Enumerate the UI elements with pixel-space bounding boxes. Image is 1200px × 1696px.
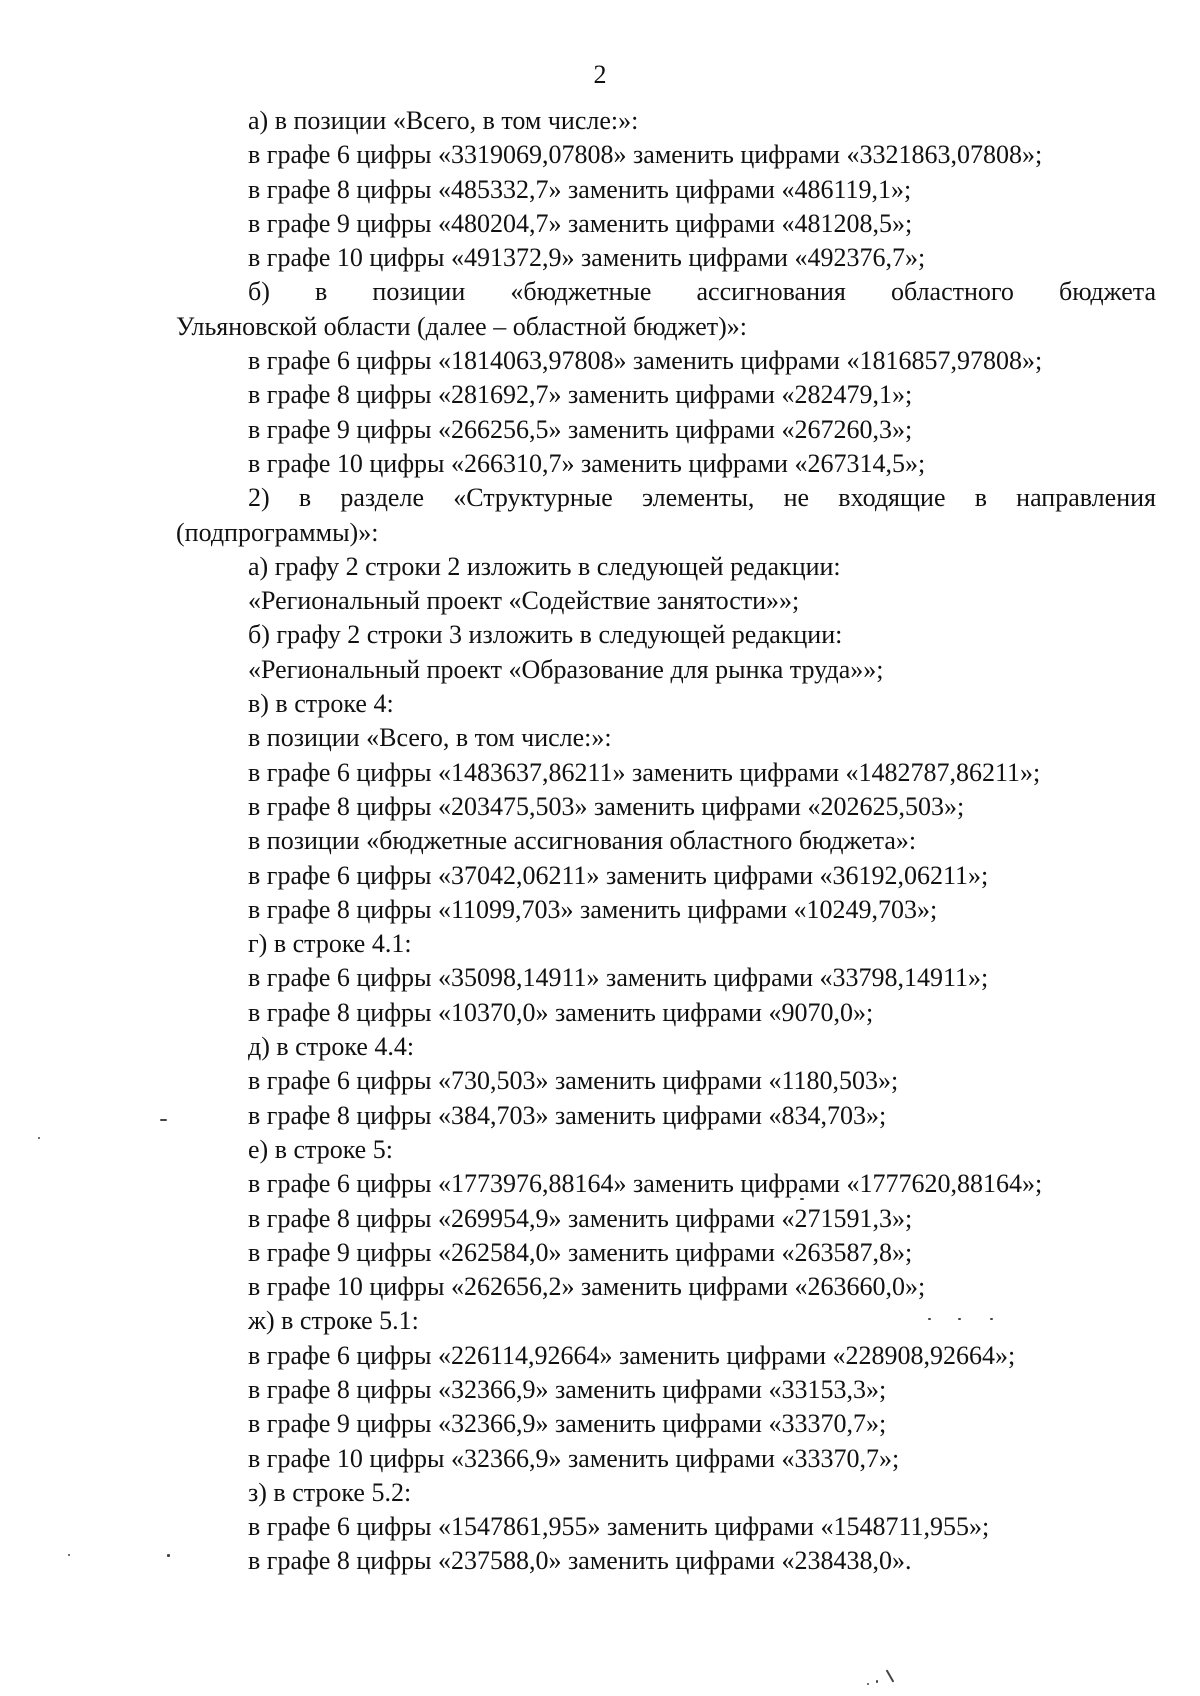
document-line: в графе 6 цифры «730,503» заменить цифрами «1180,503»; xyxy=(248,1066,899,1096)
document-line: «Региональный проект «Содействие занятости»»; xyxy=(248,586,800,616)
document-line: б) графу 2 строки 3 изложить в следующей редакции: xyxy=(248,620,843,650)
document-line: в графе 9 цифры «480204,7» заменить цифрами «481208,5»; xyxy=(248,208,913,238)
document-line: в графе 8 цифры «237588,0» заменить цифрами «238438,0». xyxy=(248,1546,912,1576)
document-line: а) графу 2 строки 2 изложить в следующей редакции: xyxy=(248,551,841,581)
document-line: в графе 6 цифры «1814063,97808» заменить цифрами «1816857,97808»; xyxy=(248,346,1043,376)
document-line: з) в строке 5.2: xyxy=(248,1477,412,1507)
document-line: Ульяновской области (далее – областной бюджет)»: xyxy=(176,311,747,341)
document-line: «Региональный проект «Образование для рынка труда»»; xyxy=(248,654,884,684)
scan-speck xyxy=(867,1683,869,1685)
document-line: в графе 10 цифры «266310,7» заменить цифрами «267314,5»; xyxy=(248,448,926,478)
document-line: в графе 8 цифры «269954,9» заменить цифрами «271591,3»; xyxy=(248,1203,913,1233)
document-line: в графе 8 цифры «485332,7» заменить цифрами «486119,1»; xyxy=(248,174,912,204)
document-line: (подпрограммы)»: xyxy=(176,517,379,547)
document-line: г) в строке 4.1: xyxy=(248,929,412,959)
document-line: в) в строке 4: xyxy=(248,689,394,719)
document-line: в графе 8 цифры «203475,503» заменить цифрами «202625,503»; xyxy=(248,791,965,821)
scan-speck xyxy=(958,1318,961,1320)
document-line: ж) в строке 5.1: xyxy=(248,1306,419,1336)
document-line: 2) в разделе «Структурные элементы, не входящие в направления xyxy=(248,483,1156,513)
document-line: в графе 8 цифры «10370,0» заменить цифрами «9070,0»; xyxy=(248,997,874,1027)
scan-speck xyxy=(68,1554,70,1556)
document-line: в графе 8 цифры «11099,703» заменить цифрами «10249,703»; xyxy=(248,894,938,924)
document-line: в графе 6 цифры «1547861,955» заменить цифрами «1548711,955»; xyxy=(248,1512,990,1542)
document-line: в графе 6 цифры «35098,14911» заменить цифрами «33798,14911»; xyxy=(248,963,989,993)
scan-speck xyxy=(160,1119,167,1121)
document-line: б) в позиции «бюджетные ассигнования областного бюджета xyxy=(248,277,1156,307)
document-line: в графе 6 цифры «1773976,88164» заменить цифрами «1777620,88164»; xyxy=(248,1169,1043,1199)
document-line: в графе 8 цифры «281692,7» заменить цифрами «282479,1»; xyxy=(248,380,913,410)
document-line: в графе 6 цифры «3319069,07808» заменить цифрами «3321863,07808»; xyxy=(248,140,1043,170)
scan-speck xyxy=(876,1680,878,1683)
document-line: в графе 10 цифры «262656,2» заменить цифрами «263660,0»; xyxy=(248,1272,926,1302)
document-line: а) в позиции «Всего, в том числе:»: xyxy=(248,106,639,135)
scan-speck xyxy=(38,1137,40,1139)
document-line: в графе 6 цифры «1483637,86211» заменить цифрами «1482787,86211»; xyxy=(248,757,1041,787)
document-line: в графе 9 цифры «32366,9» заменить цифрами «33370,7»; xyxy=(248,1409,887,1439)
document-line: в графе 10 цифры «32366,9» заменить цифрами «33370,7»; xyxy=(248,1443,900,1473)
scan-speck xyxy=(928,1318,931,1320)
document-line: д) в строке 4.4: xyxy=(248,1032,415,1062)
document-line: в позиции «бюджетные ассигнования областного бюджета»: xyxy=(248,826,917,856)
document-line: в графе 9 цифры «266256,5» заменить цифрами «267260,3»; xyxy=(248,414,913,444)
document-line: в графе 6 цифры «226114,92664» заменить цифрами «228908,92664»; xyxy=(248,1340,1016,1370)
document-line: в графе 6 цифры «37042,06211» заменить цифрами «36192,06211»; xyxy=(248,860,989,890)
scan-speck xyxy=(886,1669,895,1682)
document-line: в графе 10 цифры «491372,9» заменить цифрами «492376,7»; xyxy=(248,243,926,273)
scan-speck xyxy=(167,1554,170,1557)
scan-speck xyxy=(800,1198,804,1200)
document-line: в графе 8 цифры «384,703» заменить цифрами «834,703»; xyxy=(248,1100,887,1130)
page-number: 2 xyxy=(593,60,607,89)
scan-speck xyxy=(990,1318,993,1320)
document-line: е) в строке 5: xyxy=(248,1134,393,1164)
document-line: в позиции «Всего, в том числе:»: xyxy=(248,723,612,753)
document-body xyxy=(176,104,1156,1579)
document-line: в графе 9 цифры «262584,0» заменить цифрами «263587,8»; xyxy=(248,1237,913,1267)
document-line: в графе 8 цифры «32366,9» заменить цифрами «33153,3»; xyxy=(248,1374,887,1404)
